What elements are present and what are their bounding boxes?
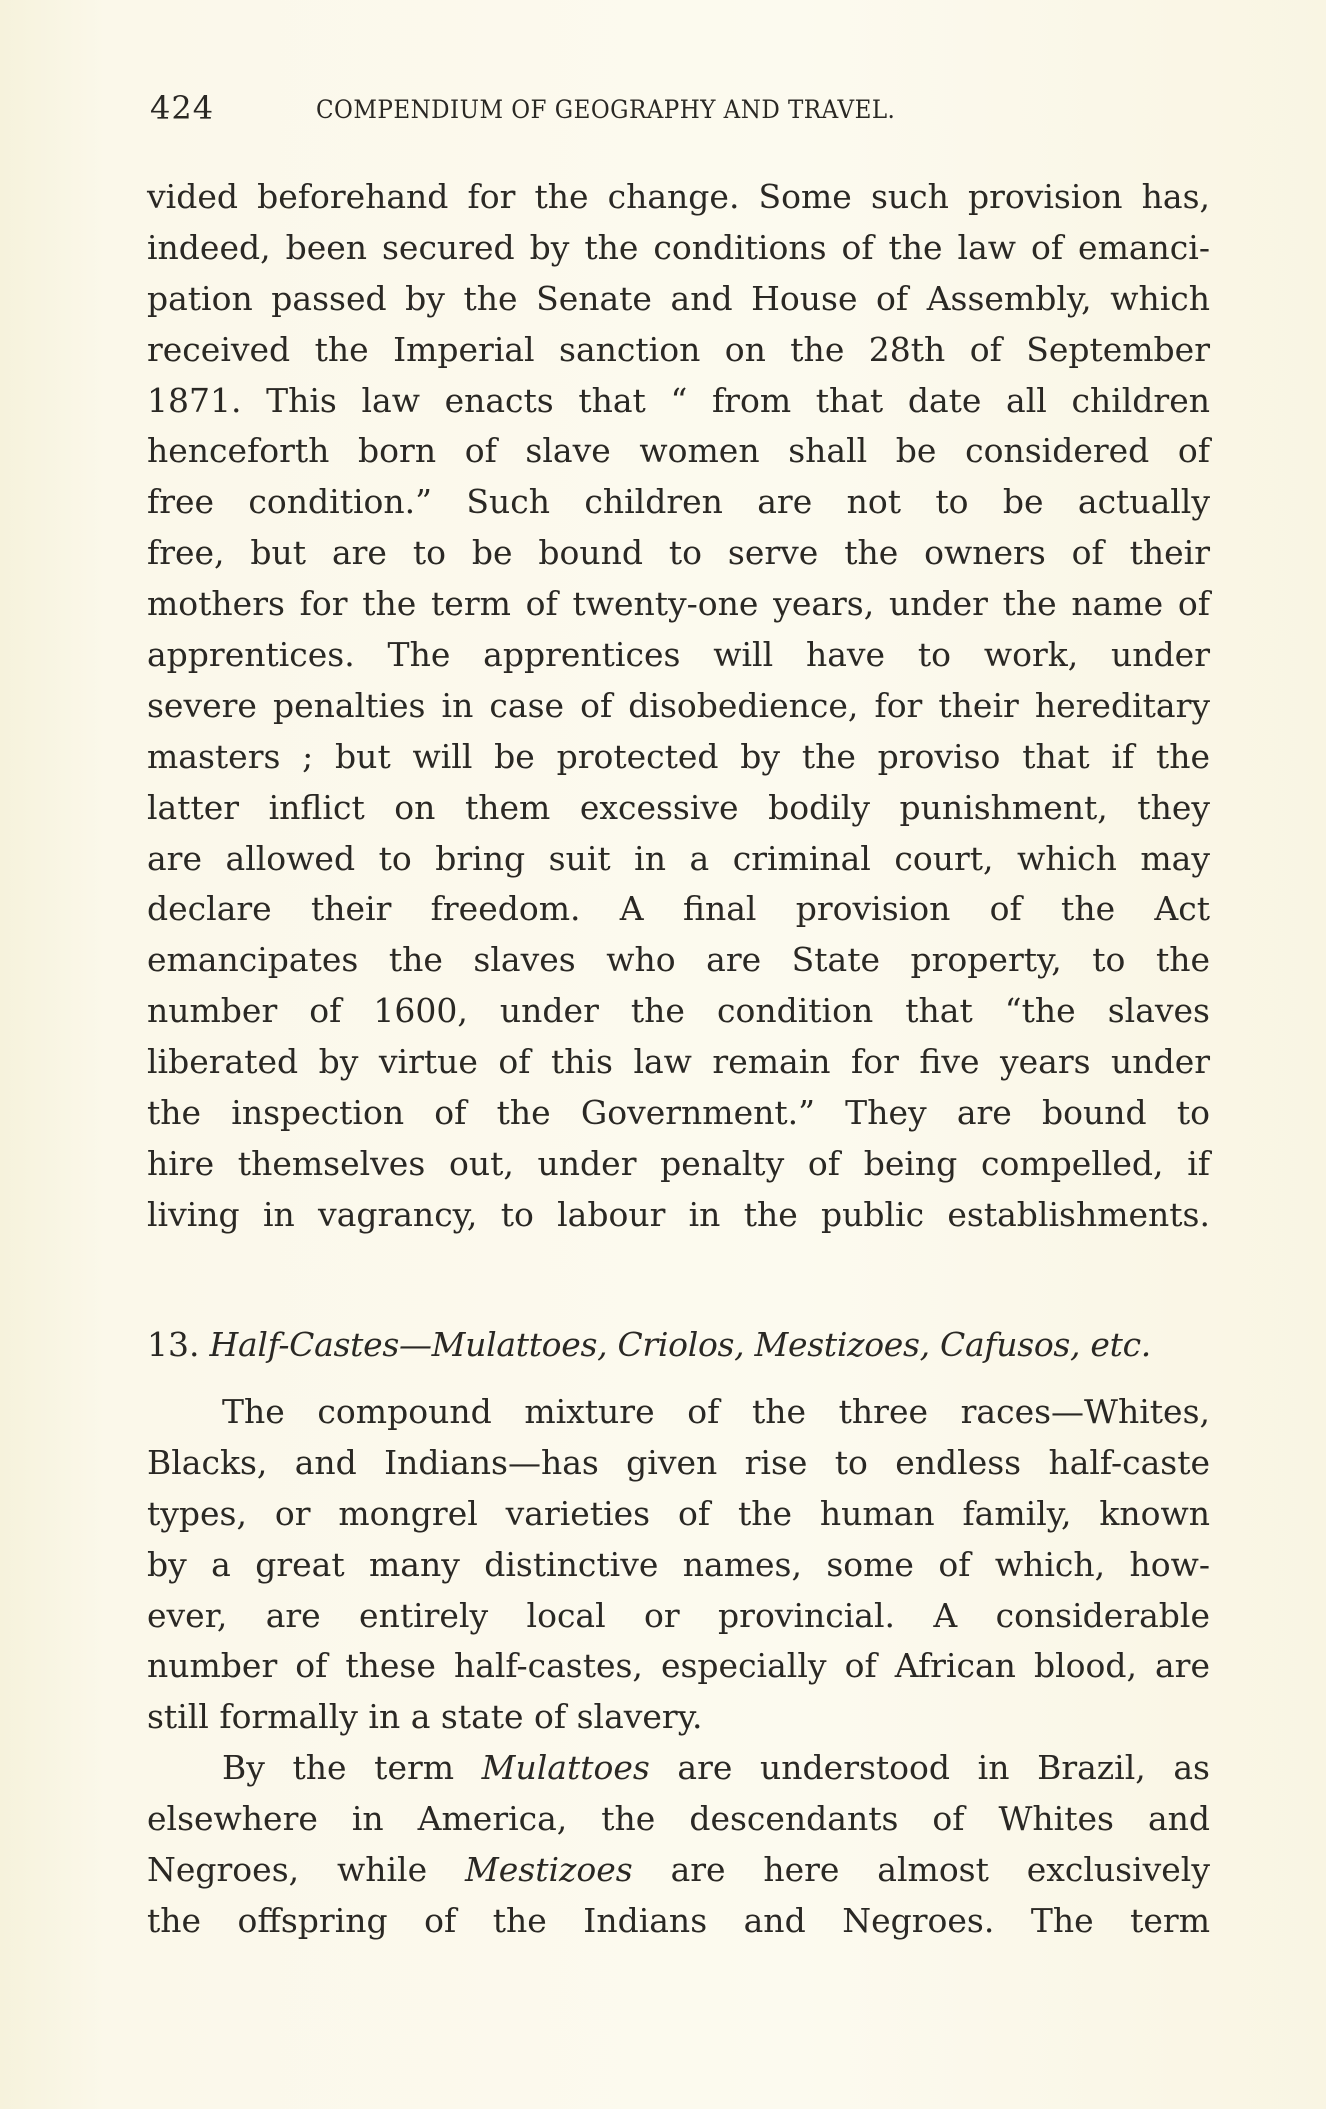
text-line: emancipates the slaves who are State property, to the	[147, 940, 1210, 980]
text-line: number of 1600, under the condition that “the slaves	[147, 991, 1210, 1031]
text-line: Blacks, and Indians—has given rise to endless half-caste	[147, 1442, 1210, 1482]
text-line: by a great many distinctive names, some of which, how-	[147, 1544, 1210, 1584]
text-line: apprentices. The apprentices will have to work, under	[147, 635, 1210, 675]
text-line	[147, 1845, 1210, 1896]
text-span: By the term	[222, 1748, 482, 1787]
text-line: number of these half-castes, especially of African blood, are	[147, 1646, 1210, 1686]
text-line: latter inflict on them excessive bodily punishment, they	[147, 787, 1210, 827]
section-heading	[147, 1320, 1210, 1370]
paragraph-half-castes	[147, 1387, 1210, 1743]
text-span: Negroes, while	[147, 1849, 465, 1889]
text-line: elsewhere in America, the descendants of Whites and	[147, 1798, 1210, 1838]
italic-term-mestizoes: Mestizoes	[464, 1849, 633, 1889]
text-line: The compound mixture of the three races—Whites,	[222, 1392, 1210, 1431]
text-line: masters ; but will be protected by the proviso that if the	[147, 736, 1210, 776]
running-header	[150, 88, 1210, 128]
text-line: henceforth born of slave women shall be considered of	[147, 431, 1210, 471]
text-line: vided beforehand for the change. Some such provision has,	[147, 177, 1210, 216]
text-line: living in vagrancy, to labour in the public establishments.	[147, 1194, 1210, 1234]
paragraph-emancipation-law	[147, 172, 1210, 1241]
text-span: are understood in Brazil, as	[649, 1748, 1210, 1787]
text-line: are allowed to bring suit in a criminal court, which may	[147, 838, 1210, 878]
paragraph-mulattoes	[147, 1743, 1210, 1947]
text-line: liberated by virtue of this law remain for five years under	[147, 1042, 1210, 1082]
text-line: free, but are to be bound to serve the owners of their	[147, 533, 1210, 573]
text-span: are here almost exclusively	[632, 1849, 1210, 1889]
running-title: COMPENDIUM OF GEOGRAPHY AND TRAVEL.	[316, 95, 896, 124]
section-title: Half-Castes—Mulattoes, Criolos, Mestizoes, Cafusos, etc.	[209, 1325, 1151, 1364]
page-number: 424	[150, 89, 215, 127]
text-line: severe penalties in case of disobedience, for their hereditary	[147, 685, 1210, 725]
text-line: types, or mongrel varieties of the human family, known	[147, 1493, 1210, 1533]
text-line: indeed, been secured by the conditions of the law of emanci-	[147, 227, 1210, 267]
text-line: received the Imperial sanction on the 28th of September	[147, 329, 1210, 369]
text-line: pation passed by the Senate and House of Assembly, which	[147, 278, 1210, 318]
text-line: the offspring of the Indians and Negroes. The term	[147, 1900, 1210, 1940]
text-line: ever, are entirely local or provincial. A considerable	[147, 1595, 1210, 1635]
section-number: 13.	[147, 1325, 200, 1364]
text-line: still formally in a state of slavery.	[147, 1697, 703, 1737]
text-line: mothers for the term of twenty-one years, under the name of	[147, 584, 1210, 624]
text-line: hire themselves out, under penalty of being compelled, if	[147, 1143, 1210, 1183]
text-line	[147, 1743, 1210, 1794]
italic-term-mulattoes: Mulattoes	[481, 1748, 650, 1787]
text-line: the inspection of the Government.” They are bound to	[147, 1093, 1210, 1133]
text-line: free condition.” Such children are not to be actually	[147, 482, 1210, 522]
text-line: 1871. This law enacts that “ from that date all children	[147, 380, 1210, 420]
text-line: declare their freedom. A final provision of the Act	[147, 889, 1210, 929]
